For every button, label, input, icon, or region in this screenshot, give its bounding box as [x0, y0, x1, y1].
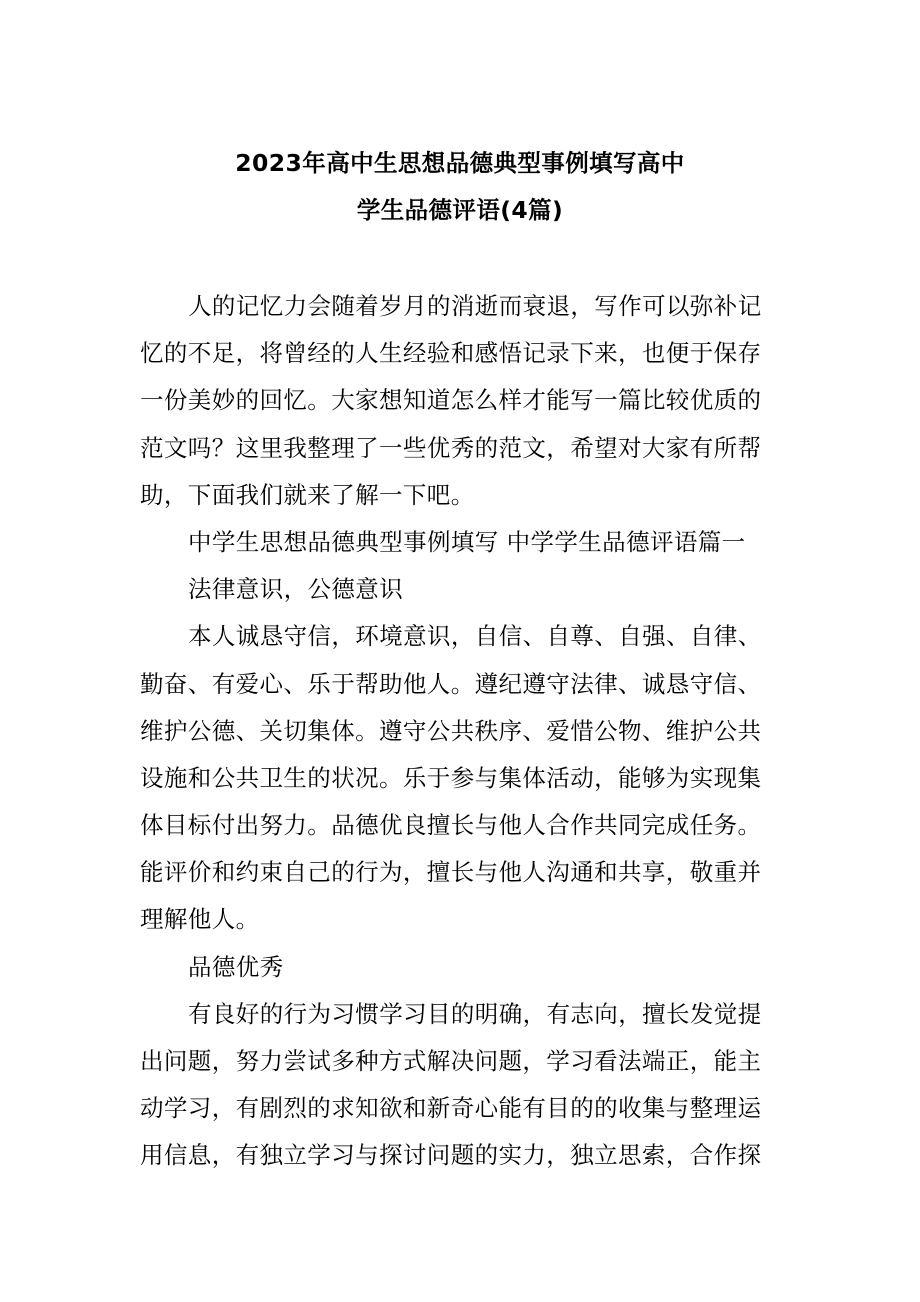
text-line: 勤奋、有爱心、乐于帮助他人。遵纪遵守法律、诚恳守信、	[140, 669, 762, 698]
text-line: 体目标付出努力。品德优良擅长与他人合作共同完成任务。	[140, 811, 762, 840]
title-line-2: 学生品德评语(4篇)	[356, 196, 564, 225]
text-line: 本人诚恳守信，环境意识，自信、自尊、自强、自律、	[188, 622, 762, 651]
text-line: 一份美妙的回忆。大家想知道怎么样才能写一篇比较优质的	[140, 386, 762, 415]
title-line-1: 2023年高中生思想品德典型事例填写高中	[235, 149, 685, 177]
text-line: 理解他人。	[140, 905, 260, 934]
text-line: 忆的不足，将曾经的人生经验和感悟记录下来，也便于保存	[140, 339, 762, 368]
document-body	[140, 283, 820, 1180]
text-line: 维护公德、关切集体。遵守公共秩序、爱惜公物、维护公共	[140, 716, 762, 745]
text-line: 范文吗？这里我整理了一些优秀的范文，希望对大家有所帮	[140, 433, 762, 462]
body-paragraph-1	[140, 613, 820, 943]
section-heading	[140, 519, 820, 566]
document-title	[0, 140, 920, 234]
subheading-law-awareness	[140, 566, 820, 613]
text-line: 设施和公共卫生的状况。乐于参与集体活动，能够为实现集	[140, 763, 762, 792]
text-line: 用信息，有独立学习与探讨问题的实力，独立思索，合作探	[140, 1141, 762, 1170]
body-paragraph-2	[140, 991, 820, 1180]
section-heading-text: 中学生思想品德典型事例填写 中学学生品德评语篇一	[188, 527, 746, 556]
subheading-excellent-character	[140, 944, 820, 991]
subheading-text: 法律意识，公德意识	[188, 575, 404, 604]
text-line: 动学习，有剧烈的求知欲和新奇心能有目的的收集与整理运	[140, 1094, 762, 1123]
subheading-text: 品德优秀	[188, 952, 284, 981]
text-line: 助，下面我们就来了解一下吧。	[140, 480, 475, 509]
text-line: 人的记忆力会随着岁月的消逝而衰退，写作可以弥补记	[188, 292, 762, 320]
text-line: 能评价和约束自己的行为，擅长与他人沟通和共享，敬重并	[140, 858, 762, 887]
intro-paragraph	[140, 283, 820, 519]
text-line: 出问题，努力尝试多种方式解决问题，学习看法端正，能主	[140, 1047, 762, 1075]
text-line: 有良好的行为习惯学习目的明确，有志向，擅长发觉提	[188, 999, 762, 1028]
